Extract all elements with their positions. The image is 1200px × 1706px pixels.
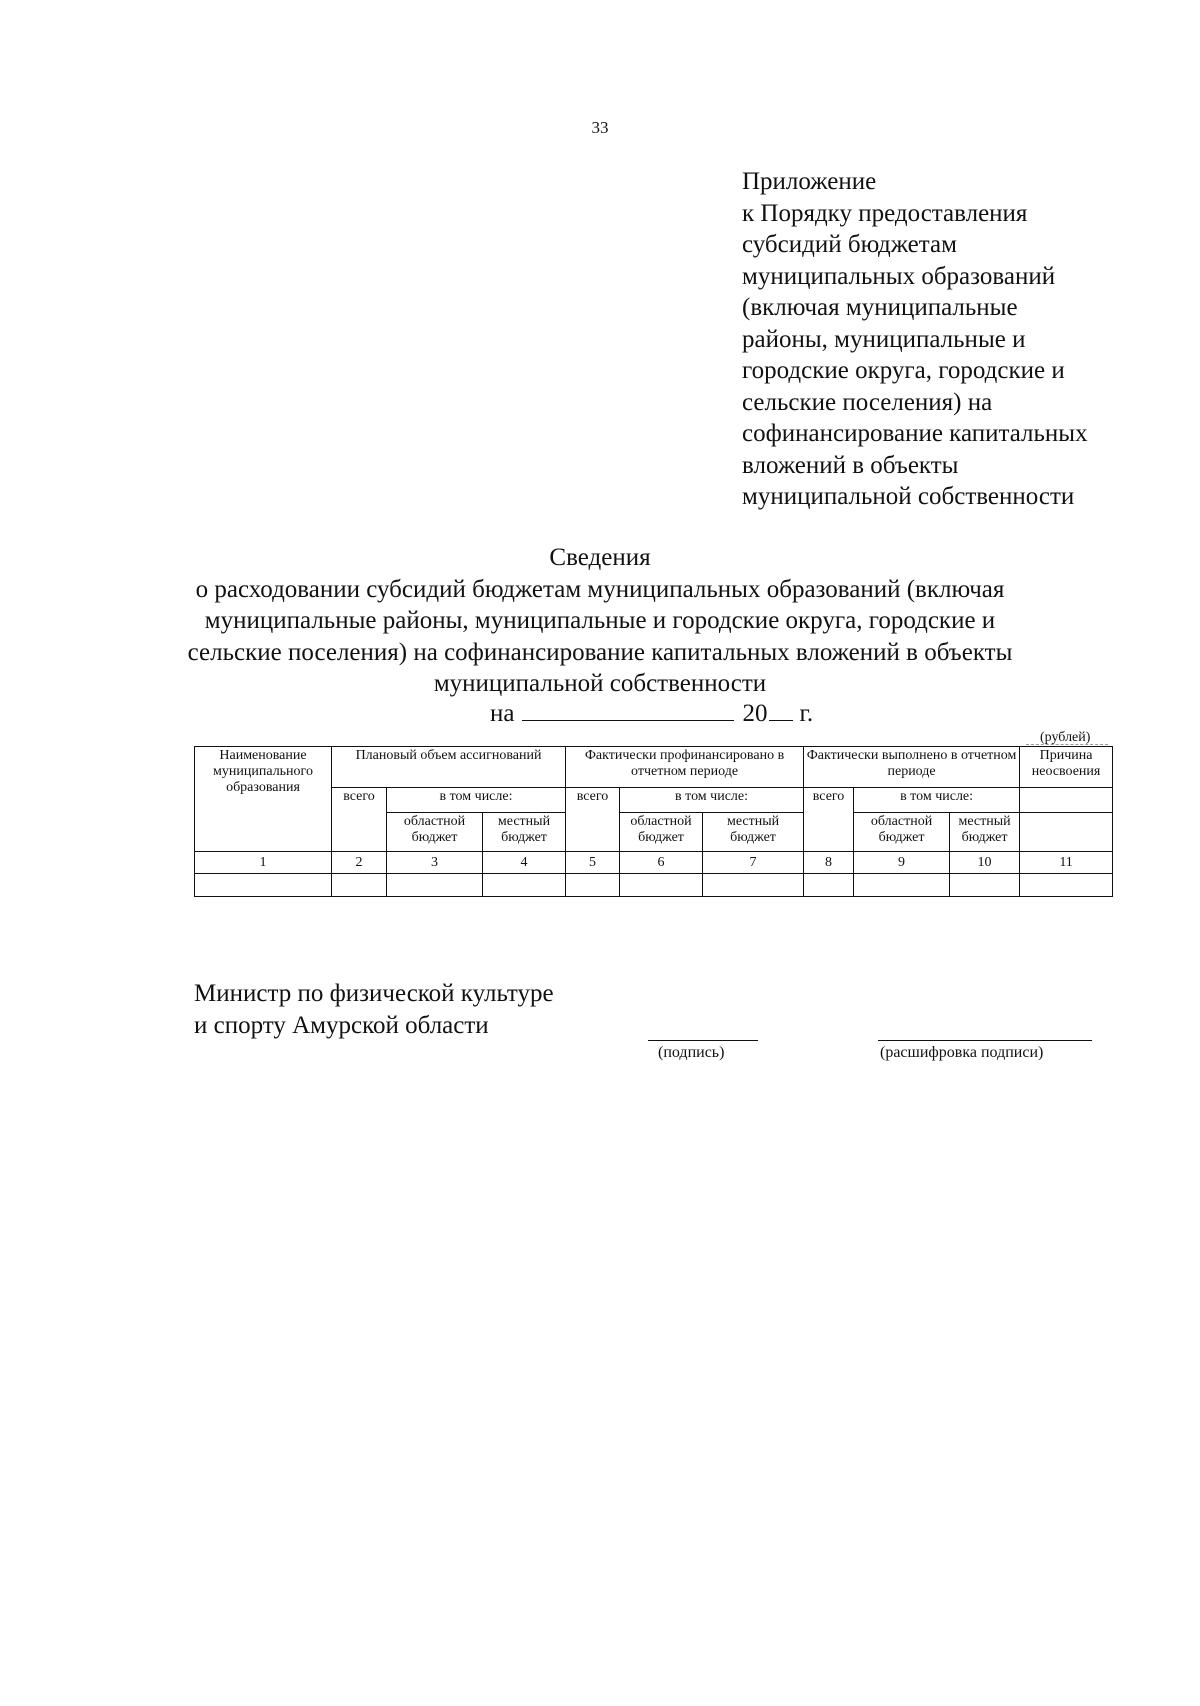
header-planned-local: местный бюджет bbox=[483, 813, 566, 852]
appendix-line: (включая муниципальные bbox=[742, 294, 1018, 321]
header-completed: Фактически выполнено в отчетном периоде bbox=[804, 747, 1020, 788]
data-cell-financed-local[interactable] bbox=[703, 874, 804, 897]
header-reason-empty bbox=[1020, 813, 1113, 852]
appendix-line: муниципальной собственности bbox=[742, 483, 1075, 510]
column-number: 10 bbox=[950, 852, 1020, 874]
appendix-line: к Порядку предоставления bbox=[742, 199, 1028, 227]
header-financed-total: всего bbox=[566, 788, 620, 852]
year-prefix: 20 bbox=[742, 700, 768, 727]
signature-decoding-field[interactable] bbox=[878, 1040, 1092, 1041]
units-label: (рублей) bbox=[1040, 730, 1091, 745]
data-cell-reason[interactable] bbox=[1020, 874, 1113, 897]
column-number: 2 bbox=[332, 852, 387, 874]
table-header-row bbox=[195, 747, 1113, 788]
page-number: 33 bbox=[591, 118, 609, 137]
appendix-line: городские округа, городские и bbox=[742, 357, 1065, 384]
header-financed-regional: областной бюджет bbox=[620, 813, 703, 852]
header-financed-including: в том числе: bbox=[620, 788, 804, 813]
header-planned-regional: областной бюджет bbox=[387, 813, 483, 852]
column-number: 1 bbox=[195, 852, 332, 874]
date-line bbox=[490, 700, 813, 728]
appendix-line: софинансирование капитальных bbox=[742, 420, 1088, 447]
title-line: муниципальные районы, муниципальные и городские округа, городские и bbox=[204, 607, 996, 634]
title-line: сельские поселения) на софинансирование капитальных вложений в объекты bbox=[187, 638, 1013, 666]
report-table bbox=[194, 746, 1113, 897]
header-planned: Плановый объем ассигнований bbox=[332, 747, 566, 788]
data-cell-planned-total[interactable] bbox=[332, 874, 387, 897]
data-cell-completed-total[interactable] bbox=[804, 874, 854, 897]
appendix-line: вложений в объекты bbox=[742, 451, 959, 479]
header-completed-including: в том числе: bbox=[854, 788, 1020, 813]
column-number: 6 bbox=[620, 852, 703, 874]
appendix-block bbox=[742, 166, 1182, 513]
appendix-line: муниципальных образований bbox=[742, 262, 1056, 290]
header-reason: Причина неосвоения bbox=[1020, 747, 1113, 788]
column-number: 9 bbox=[854, 852, 950, 874]
header-completed-total: всего bbox=[804, 788, 854, 852]
signature-decoding-caption: (расшифровка подписи) bbox=[880, 1044, 1044, 1061]
data-cell-planned-regional[interactable] bbox=[387, 874, 483, 897]
header-name: Наименование муниципального образования bbox=[195, 747, 332, 852]
header-planned-total: всего bbox=[332, 788, 387, 852]
date-blank-field[interactable] bbox=[522, 700, 734, 721]
appendix-line: сельские поселения) на bbox=[742, 388, 993, 416]
header-financed-local: местный бюджет bbox=[703, 813, 804, 852]
appendix-line: районы, муниципальные и bbox=[742, 325, 1026, 353]
document-title bbox=[0, 542, 1200, 700]
data-cell-financed-total[interactable] bbox=[566, 874, 620, 897]
column-number: 4 bbox=[483, 852, 566, 874]
appendix-line: субсидий бюджетам bbox=[742, 231, 957, 258]
date-prefix: на bbox=[490, 700, 515, 727]
title-line: о расходовании субсидий бюджетам муниципальных образований (включая bbox=[195, 575, 1005, 603]
data-cell-completed-local[interactable] bbox=[950, 874, 1020, 897]
header-planned-including: в том числе: bbox=[387, 788, 566, 813]
header-financed: Фактически профинансировано в отчетном периоде bbox=[566, 747, 804, 788]
column-number: 5 bbox=[566, 852, 620, 874]
signature-field[interactable] bbox=[648, 1040, 758, 1041]
column-number-row bbox=[195, 852, 1113, 874]
data-cell-planned-local[interactable] bbox=[483, 874, 566, 897]
data-cell-financed-regional[interactable] bbox=[620, 874, 703, 897]
date-suffix: г. bbox=[799, 700, 814, 727]
header-reason-empty bbox=[1020, 788, 1113, 813]
data-cell-name[interactable] bbox=[195, 874, 332, 897]
title-line: муниципальной собственности bbox=[433, 670, 767, 697]
data-cell-completed-regional[interactable] bbox=[854, 874, 950, 897]
column-number: 3 bbox=[387, 852, 483, 874]
header-completed-local: местный бюджет bbox=[950, 813, 1020, 852]
signatory-block bbox=[194, 978, 554, 1042]
signatory-line: Министр по физической культуре bbox=[194, 980, 554, 1007]
appendix-line: Приложение bbox=[742, 168, 877, 195]
header-completed-regional: областной бюджет bbox=[854, 813, 950, 852]
column-number: 7 bbox=[703, 852, 804, 874]
table-header-row bbox=[195, 788, 1113, 813]
year-blank-field[interactable] bbox=[769, 700, 793, 721]
signatory-line: и спорту Амурской области bbox=[194, 1012, 489, 1039]
column-number: 8 bbox=[804, 852, 854, 874]
column-number: 11 bbox=[1020, 852, 1113, 874]
title-line: Сведения bbox=[549, 544, 651, 571]
table-data-row bbox=[195, 874, 1113, 897]
signature-caption: (подпись) bbox=[658, 1044, 725, 1061]
